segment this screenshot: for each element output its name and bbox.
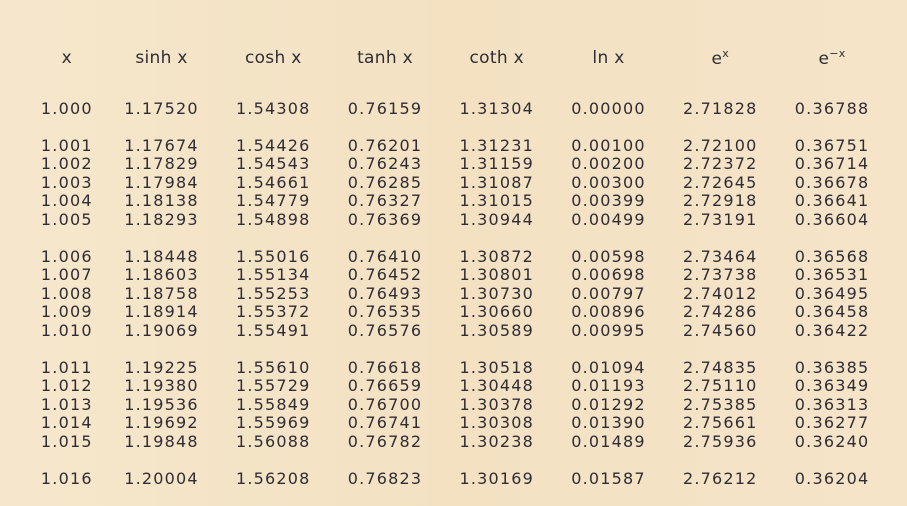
cell-sinh: 1.18448 bbox=[124, 246, 199, 266]
header-coth: coth x bbox=[469, 48, 524, 68]
cell-tanh: 0.76782 bbox=[347, 431, 423, 451]
cell-exp: 2.72645 bbox=[682, 172, 758, 192]
cell-cosh: 1.54308 bbox=[235, 99, 311, 118]
cell-exp: 2.75936 bbox=[682, 431, 758, 451]
cell-coth: 1.31231 bbox=[459, 135, 535, 155]
cell-sinh: 1.17984 bbox=[124, 172, 199, 192]
cell-cosh: 1.55372 bbox=[235, 302, 311, 322]
cell-exp: 2.74560 bbox=[682, 320, 758, 340]
cell-sinh: 1.19069 bbox=[124, 320, 199, 340]
cell-cosh: 1.55729 bbox=[235, 376, 311, 396]
cell-exp: 2.72372 bbox=[682, 154, 758, 174]
cell-exp-neg: 0.36313 bbox=[794, 394, 870, 414]
cell-x: 1.008 bbox=[40, 283, 93, 303]
cell-cosh: 1.55849 bbox=[235, 394, 311, 414]
cell-exp: 2.72918 bbox=[682, 191, 758, 211]
cell-exp: 2.75385 bbox=[682, 394, 758, 414]
cell-cosh: 1.55491 bbox=[235, 320, 311, 340]
cell-cosh: 1.55016 bbox=[235, 246, 311, 266]
cell-x: 1.015 bbox=[40, 431, 93, 451]
table-body bbox=[28, 76, 888, 488]
cell-exp-neg: 0.36422 bbox=[794, 320, 870, 340]
cell-exp: 2.73738 bbox=[682, 265, 758, 285]
cell-tanh: 0.76576 bbox=[347, 320, 423, 340]
cell-exp: 2.74286 bbox=[682, 302, 758, 322]
cell-sinh: 1.19225 bbox=[124, 357, 199, 377]
cell-x: 1.003 bbox=[40, 172, 93, 192]
cell-exp: 2.72100 bbox=[682, 135, 758, 155]
cell-sinh: 1.19848 bbox=[124, 431, 199, 451]
cell-cosh: 1.56088 bbox=[235, 431, 311, 451]
table-row bbox=[28, 100, 888, 119]
table-row bbox=[28, 396, 888, 415]
table-row bbox=[28, 377, 888, 396]
cell-x: 1.007 bbox=[40, 265, 93, 285]
cell-exp-neg: 0.36495 bbox=[794, 283, 870, 303]
table-row bbox=[28, 137, 888, 156]
cell-exp: 2.71828 bbox=[682, 99, 758, 118]
cell-coth: 1.31015 bbox=[459, 191, 535, 211]
cell-tanh: 0.76659 bbox=[347, 376, 423, 396]
cell-coth: 1.30660 bbox=[459, 302, 535, 322]
cell-tanh: 0.76493 bbox=[347, 283, 423, 303]
cell-ln: 0.00598 bbox=[571, 246, 646, 266]
cell-ln: 0.01390 bbox=[571, 413, 646, 433]
cell-cosh: 1.54661 bbox=[235, 172, 311, 192]
table-row bbox=[28, 359, 888, 378]
cell-x: 1.009 bbox=[40, 302, 93, 322]
cell-tanh: 0.76823 bbox=[347, 468, 423, 488]
cell-tanh: 0.76741 bbox=[347, 413, 423, 433]
table-row bbox=[28, 322, 888, 341]
cell-coth: 1.30238 bbox=[459, 431, 535, 451]
cell-sinh: 1.17520 bbox=[124, 99, 199, 118]
cell-exp-neg: 0.36678 bbox=[794, 172, 870, 192]
cell-tanh: 0.76452 bbox=[347, 265, 423, 285]
cell-coth: 1.30730 bbox=[459, 283, 535, 303]
cell-exp-neg: 0.36531 bbox=[794, 265, 870, 285]
header-exp-neg: $e^{-x}$ bbox=[818, 47, 846, 69]
spacer-cell bbox=[28, 76, 888, 100]
cell-ln: 0.00000 bbox=[571, 99, 646, 118]
cell-sinh: 1.18758 bbox=[124, 283, 199, 303]
cell-coth: 1.31087 bbox=[459, 172, 535, 192]
cell-exp-neg: 0.36788 bbox=[794, 99, 870, 118]
cell-x: 1.005 bbox=[40, 209, 93, 229]
spacer-cell bbox=[28, 341, 888, 359]
cell-coth: 1.30801 bbox=[459, 265, 535, 285]
cell-cosh: 1.55610 bbox=[235, 357, 311, 377]
table-row bbox=[28, 303, 888, 322]
cell-sinh: 1.17674 bbox=[124, 135, 199, 155]
group-spacer bbox=[28, 452, 888, 470]
cell-tanh: 0.76327 bbox=[347, 191, 423, 211]
cell-coth: 1.30378 bbox=[459, 394, 535, 414]
cell-x: 1.011 bbox=[40, 357, 93, 377]
cell-ln: 0.00100 bbox=[571, 135, 646, 155]
header-x: x bbox=[61, 48, 72, 68]
cell-ln: 0.00797 bbox=[571, 283, 646, 303]
cell-x: 1.013 bbox=[40, 394, 93, 414]
cell-ln: 0.00399 bbox=[571, 191, 646, 211]
header-ln: ln x bbox=[592, 48, 625, 68]
cell-exp-neg: 0.36458 bbox=[794, 302, 870, 322]
cell-exp-neg: 0.36349 bbox=[794, 376, 870, 396]
cell-ln: 0.00300 bbox=[571, 172, 646, 192]
cell-x: 1.002 bbox=[40, 154, 93, 174]
cell-tanh: 0.76243 bbox=[347, 154, 423, 174]
cell-exp: 2.75661 bbox=[682, 413, 758, 433]
cell-exp-neg: 0.36204 bbox=[794, 468, 870, 488]
table-row bbox=[28, 285, 888, 304]
header-tanh: tanh x bbox=[357, 48, 413, 68]
table-row bbox=[28, 155, 888, 174]
table-row bbox=[28, 266, 888, 285]
cell-sinh: 1.18293 bbox=[124, 209, 199, 229]
header-exp: $e^x$ bbox=[711, 47, 730, 69]
cell-tanh: 0.76159 bbox=[347, 99, 423, 118]
cell-coth: 1.31304 bbox=[459, 99, 535, 118]
cell-coth: 1.30169 bbox=[459, 468, 535, 488]
cell-exp-neg: 0.36641 bbox=[794, 191, 870, 211]
cell-exp: 2.74012 bbox=[682, 283, 758, 303]
group-spacer bbox=[28, 230, 888, 248]
header-row bbox=[28, 40, 888, 76]
table-row bbox=[28, 414, 888, 433]
cell-exp-neg: 0.36714 bbox=[794, 154, 870, 174]
cell-exp-neg: 0.36277 bbox=[794, 413, 870, 433]
cell-sinh: 1.19536 bbox=[124, 394, 199, 414]
cell-sinh: 1.18603 bbox=[124, 265, 199, 285]
cell-coth: 1.30448 bbox=[459, 376, 535, 396]
cell-sinh: 1.18914 bbox=[124, 302, 199, 322]
cell-exp-neg: 0.36240 bbox=[794, 431, 870, 451]
cell-cosh: 1.54543 bbox=[235, 154, 311, 174]
cell-sinh: 1.17829 bbox=[124, 154, 199, 174]
cell-ln: 0.01587 bbox=[571, 468, 646, 488]
cell-ln: 0.00896 bbox=[571, 302, 646, 322]
cell-cosh: 1.55253 bbox=[235, 283, 311, 303]
cell-x: 1.001 bbox=[40, 135, 93, 155]
cell-cosh: 1.55134 bbox=[235, 265, 311, 285]
cell-tanh: 0.76535 bbox=[347, 302, 423, 322]
table-row bbox=[28, 174, 888, 193]
cell-coth: 1.30589 bbox=[459, 320, 535, 340]
cell-x: 1.004 bbox=[40, 191, 93, 211]
cell-ln: 0.01489 bbox=[571, 431, 646, 451]
cell-x: 1.010 bbox=[40, 320, 93, 340]
cell-ln: 0.00995 bbox=[571, 320, 646, 340]
cell-coth: 1.31159 bbox=[459, 154, 535, 174]
cell-ln: 0.00200 bbox=[571, 154, 646, 174]
cell-x: 1.012 bbox=[40, 376, 93, 396]
cell-tanh: 0.76410 bbox=[347, 246, 423, 266]
cell-x: 1.016 bbox=[40, 468, 93, 488]
table-row bbox=[28, 470, 888, 489]
cell-sinh: 1.18138 bbox=[124, 191, 199, 211]
cell-ln: 0.00499 bbox=[571, 209, 646, 229]
cell-exp-neg: 0.36751 bbox=[794, 135, 870, 155]
cell-coth: 1.30308 bbox=[459, 413, 535, 433]
cell-tanh: 0.76618 bbox=[347, 357, 423, 377]
table-row bbox=[28, 248, 888, 267]
cell-ln: 0.01094 bbox=[571, 357, 646, 377]
header-sinh: sinh x bbox=[135, 48, 188, 68]
cell-x: 1.006 bbox=[40, 246, 93, 266]
cell-tanh: 0.76285 bbox=[347, 172, 423, 192]
hyperbolic-function-table bbox=[28, 40, 888, 488]
cell-exp-neg: 0.36604 bbox=[794, 209, 870, 229]
cell-exp: 2.74835 bbox=[682, 357, 758, 377]
cell-x: 1.014 bbox=[40, 413, 93, 433]
cell-sinh: 1.19692 bbox=[124, 413, 199, 433]
table-row bbox=[28, 192, 888, 211]
cell-x: 1.000 bbox=[40, 99, 93, 118]
cell-coth: 1.30872 bbox=[459, 246, 535, 266]
cell-exp: 2.75110 bbox=[682, 376, 758, 396]
cell-cosh: 1.54898 bbox=[235, 209, 311, 229]
cell-exp-neg: 0.36385 bbox=[794, 357, 870, 377]
spacer-cell bbox=[28, 230, 888, 248]
header-cosh: cosh x bbox=[244, 48, 302, 68]
cell-exp-neg: 0.36568 bbox=[794, 246, 870, 266]
cell-coth: 1.30518 bbox=[459, 357, 535, 377]
cell-cosh: 1.54779 bbox=[235, 191, 311, 211]
cell-sinh: 1.19380 bbox=[124, 376, 199, 396]
cell-coth: 1.30944 bbox=[459, 209, 535, 229]
cell-tanh: 0.76201 bbox=[347, 135, 423, 155]
cell-cosh: 1.54426 bbox=[235, 135, 311, 155]
group-spacer bbox=[28, 341, 888, 359]
cell-exp: 2.73464 bbox=[682, 246, 758, 266]
cell-ln: 0.00698 bbox=[571, 265, 646, 285]
group-spacer bbox=[28, 76, 888, 100]
cell-ln: 0.01193 bbox=[571, 376, 646, 396]
cell-sinh: 1.20004 bbox=[124, 468, 199, 488]
group-spacer bbox=[28, 119, 888, 137]
spacer-cell bbox=[28, 452, 888, 470]
cell-cosh: 1.56208 bbox=[235, 468, 311, 488]
cell-exp: 2.73191 bbox=[682, 209, 758, 229]
cell-cosh: 1.55969 bbox=[235, 413, 311, 433]
cell-tanh: 0.76369 bbox=[347, 209, 423, 229]
cell-tanh: 0.76700 bbox=[347, 394, 423, 414]
spacer-cell bbox=[28, 119, 888, 137]
table-row bbox=[28, 433, 888, 452]
cell-ln: 0.01292 bbox=[571, 394, 646, 414]
cell-exp: 2.76212 bbox=[682, 468, 758, 488]
table-row bbox=[28, 211, 888, 230]
